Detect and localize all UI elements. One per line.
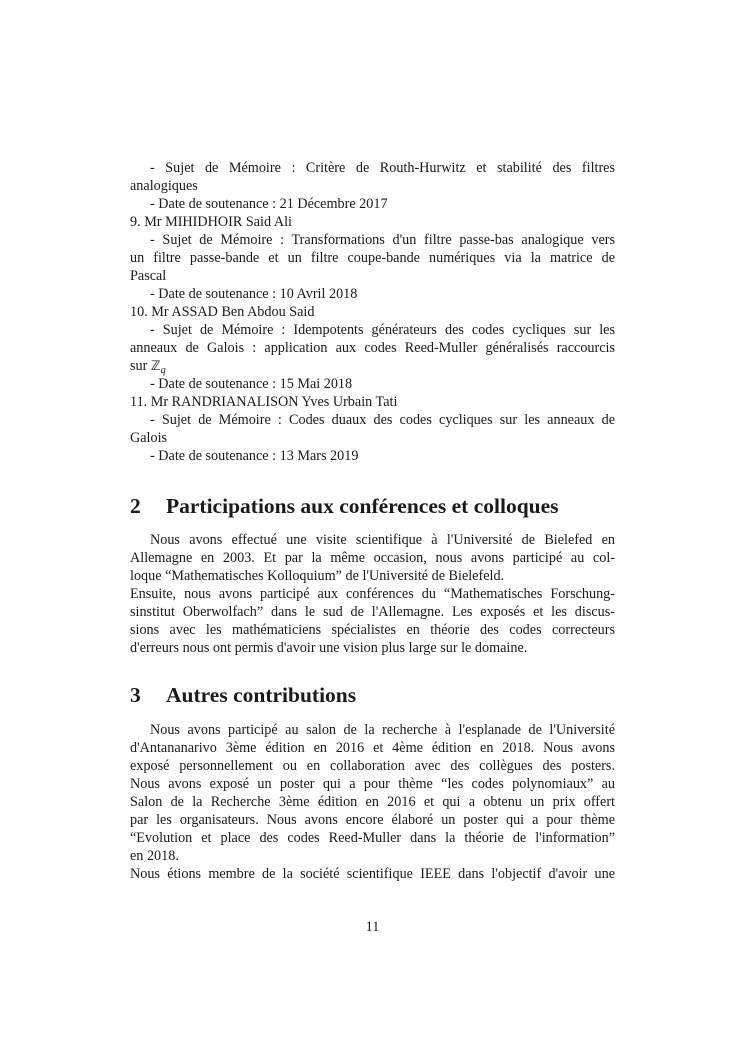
list-item-10-topic: - Sujet de Mémoire : Idempotents générateurs des codes cycliques sur les xyxy=(150,322,615,338)
paragraph-line: en 2018. xyxy=(130,848,179,864)
paragraph-line: d'Antananarivo 3ème édition en 2016 et 4ème édition en 2018. Nous avons xyxy=(130,740,615,756)
section-2-number: 2 xyxy=(130,494,141,518)
list-item-10-name: 10. Mr ASSAD Ben Abdou Said xyxy=(130,304,315,320)
paragraph-line: sions avec les mathématiciens spécialistes en théorie des codes correcteurs xyxy=(130,622,615,638)
paragraph-line: d'erreurs nous ont permis d'avoir une vision plus large sur le domaine. xyxy=(130,640,528,656)
list-item-8-date: - Date de soutenance : 21 Décembre 2017 xyxy=(150,196,388,212)
list-item-11-topic: - Sujet de Mémoire : Codes duaux des codes cycliques sur les anneaux de xyxy=(150,412,615,428)
section-3-heading xyxy=(130,682,356,708)
list-item-9-topic-line2: un filtre passe-bande et un filtre coupe-bande numériques via la matrice de xyxy=(130,250,615,266)
paragraph-line: Nous avons effectué une visite scientifique à l'Université de Bielefed en xyxy=(150,532,615,548)
section-2-title: Participations aux conférences et colloques xyxy=(166,494,559,518)
section-2-heading xyxy=(130,493,559,519)
paragraph-line: Allemagne en 2003. Et par la même occasion, nous avons participé au col- xyxy=(130,550,615,566)
paragraph-line: Nous avons exposé un poster qui a pour thème “les codes polynomiaux” au xyxy=(130,776,615,792)
paragraph-line: exposé personnellement ou en collaboration avec des collègues des posters. xyxy=(130,758,615,774)
list-item-10-topic-prefix: sur xyxy=(130,358,148,374)
list-item-10-date: - Date de soutenance : 15 Mai 2018 xyxy=(150,376,353,392)
list-item-9-name: 9. Mr MIHIDHOIR Said Ali xyxy=(130,214,292,230)
paragraph-line: Ensuite, nous avons participé aux conférences du “Mathematisches Forschung- xyxy=(130,586,615,602)
list-item-10-topic-line3 xyxy=(130,357,166,375)
list-item-11-date: - Date de soutenance : 13 Mars 2019 xyxy=(150,448,359,464)
list-item-9-topic-line3: Pascal xyxy=(130,268,167,284)
section-3-number: 3 xyxy=(130,683,141,707)
ring-symbol-z: ℤ xyxy=(150,359,161,374)
list-item-8-topic: - Sujet de Mémoire : Critère de Routh-Hurwitz et stabilité des filtres xyxy=(150,160,615,176)
list-item-9-date: - Date de soutenance : 10 Avril 2018 xyxy=(150,286,358,302)
paragraph-line: Nous avons participé au salon de la recherche à l'esplanade de l'Université xyxy=(150,722,615,738)
list-item-10-topic-line2: anneaux de Galois : application aux codes Reed-Muller généralisés raccourcis xyxy=(130,340,615,356)
paragraph-line: Salon de la Recherche 3ème édition en 2016 et qui a obtenu un prix offert xyxy=(130,794,615,810)
ring-subscript-q: q xyxy=(160,365,166,376)
paragraph-line: loque “Mathematisches Kolloquium” de l'Université de Bielefeld. xyxy=(130,568,505,584)
paragraph-line: Nous étions membre de la société scientifique IEEE dans l'objectif d'avoir une xyxy=(130,866,615,882)
list-item-11-topic-line2: Galois xyxy=(130,430,168,446)
paragraph-line: par les organisateurs. Nous avons encore élaboré un poster qui a pour thème xyxy=(130,812,615,828)
page-number: 11 xyxy=(365,919,380,935)
paragraph-line: “Evolution et place des codes Reed-Muller dans la théorie de l'information” xyxy=(130,830,615,846)
list-item-8-topic-cont: analogiques xyxy=(130,178,198,194)
section-3-title: Autres contributions xyxy=(166,683,357,707)
paragraph-line: sinstitut Oberwolfach” dans le sud de l'Allemagne. Les exposés et les discus- xyxy=(130,604,615,620)
list-item-11-name: 11. Mr RANDRIANALISON Yves Urbain Tati xyxy=(130,394,398,410)
list-item-9-topic: - Sujet de Mémoire : Transformations d'un filtre passe-bas analogique vers xyxy=(150,232,615,248)
